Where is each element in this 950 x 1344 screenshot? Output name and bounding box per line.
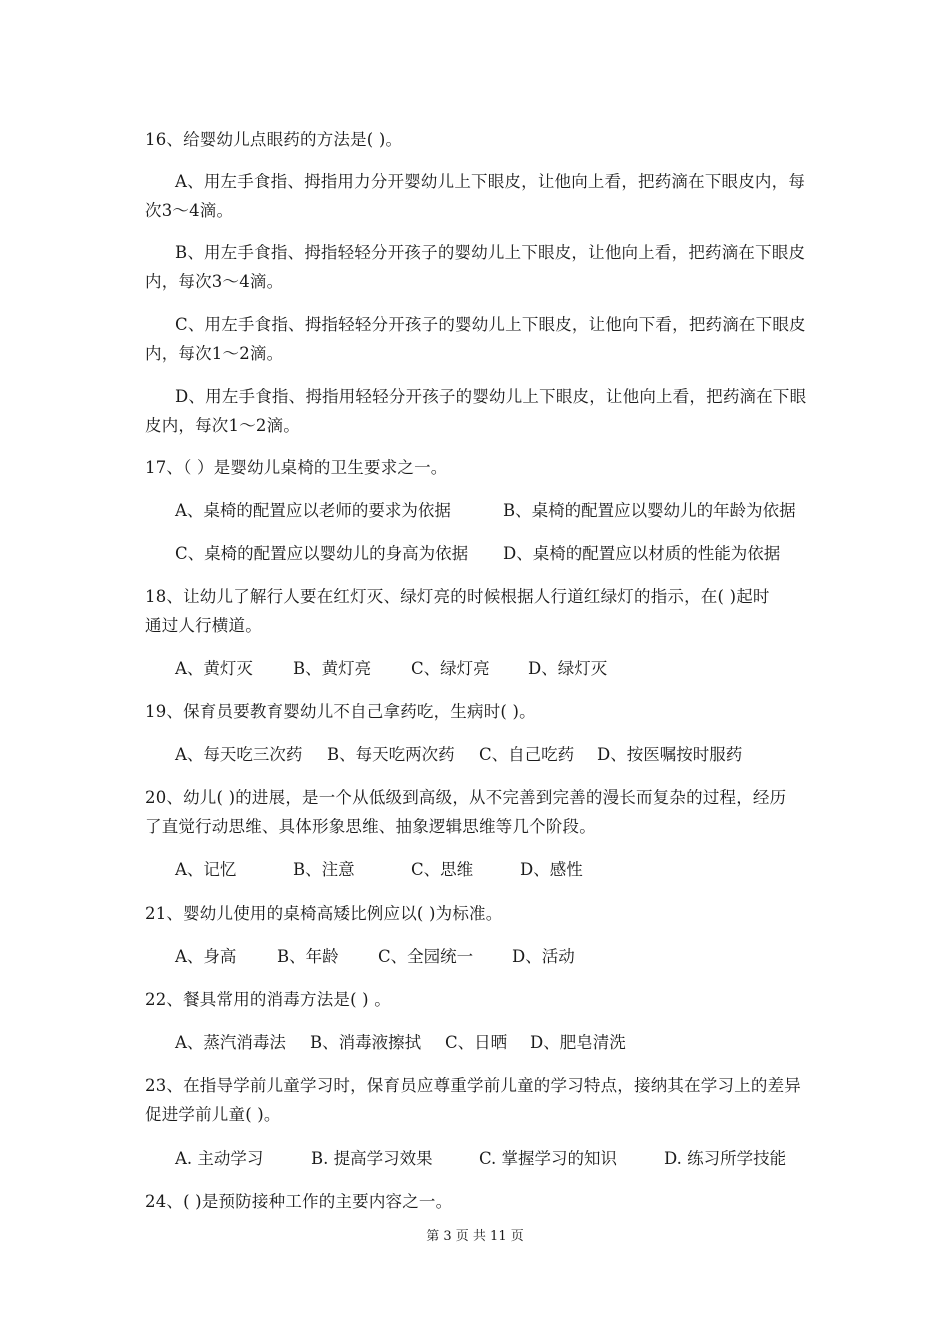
- question-16-option-a-line1: A、用左手食指、拇指用力分开婴幼儿上下眼皮，让他向上看，把药滴在下眼皮内，每: [175, 172, 806, 191]
- question-16-stem: 16、给婴幼儿点眼药的方法是( )。: [145, 130, 403, 149]
- question-22-option-c: C、日晒: [445, 1033, 508, 1052]
- question-20-option-b: B、注意: [293, 860, 355, 879]
- question-23-stem-line1: 23、在指导学前儿童学习时，保育员应尊重学前儿童的学习特点，接纳其在学习上的差异: [145, 1076, 801, 1095]
- question-16-option-a-line2: 次3～4滴。: [145, 201, 234, 220]
- question-19-option-a: A、每天吃三次药: [175, 745, 303, 764]
- question-18-option-d: D、绿灯灭: [528, 659, 608, 678]
- question-22-option-b: B、消毒液擦拭: [310, 1033, 422, 1052]
- question-22-option-a: A、蒸汽消毒法: [175, 1033, 286, 1052]
- question-19-option-d: D、按医嘱按时服药: [597, 745, 743, 764]
- question-18-option-a: A、黄灯灭: [175, 659, 253, 678]
- question-16-option-c-line2: 内，每次1～2滴。: [145, 344, 284, 363]
- question-21-option-a: A、身高: [175, 947, 237, 966]
- question-18-option-b: B、黄灯亮: [293, 659, 372, 678]
- question-16-option-b-line1: B、用左手食指、拇指轻轻分开孩子的婴幼儿上下眼皮，让他向上看，把药滴在下眼皮: [175, 243, 806, 262]
- question-23-option-c: C. 掌握学习的知识: [479, 1149, 618, 1168]
- question-20-stem-line2: 了直觉行动思维、具体形象思维、抽象逻辑思维等几个阶段。: [145, 817, 596, 836]
- question-19-option-b: B、每天吃两次药: [327, 745, 455, 764]
- question-18-stem-line1: 18、让幼儿了解行人要在红灯灭、绿灯亮的时候根据人行道红绿灯的指示，在( )起时: [145, 587, 770, 606]
- question-23-option-d: D. 练习所学技能: [664, 1149, 787, 1168]
- question-17-option-a: A、桌椅的配置应以老师的要求为依据: [175, 501, 451, 520]
- question-24-stem: 24、( )是预防接种工作的主要内容之一。: [145, 1192, 453, 1211]
- question-17-option-b: B、桌椅的配置应以婴幼儿的年龄为依据: [503, 501, 796, 520]
- question-17-option-d: D、桌椅的配置应以材质的性能为依据: [503, 544, 781, 563]
- question-17-option-c: C、桌椅的配置应以婴幼儿的身高为依据: [175, 544, 469, 563]
- question-16-option-b-line2: 内，每次3～4滴。: [145, 272, 284, 291]
- question-22-stem: 22、餐具常用的消毒方法是( ) 。: [145, 990, 391, 1009]
- question-16-option-d-line2: 皮内，每次1～2滴。: [145, 416, 300, 435]
- question-20-stem-line1: 20、幼儿( )的进展，是一个从低级到高级，从不完善到完善的漫长而复杂的过程，经历: [145, 788, 787, 807]
- question-18-stem-line2: 通过人行横道。: [145, 616, 262, 635]
- question-20-option-c: C、思维: [411, 860, 474, 879]
- question-16-option-d-line1: D、用左手食指、拇指用轻轻分开孩子的婴幼儿上下眼皮，让他向上看，把药滴在下眼: [175, 387, 807, 406]
- question-16-option-c-line1: C、用左手食指、拇指轻轻分开孩子的婴幼儿上下眼皮，让他向下看，把药滴在下眼皮: [175, 315, 806, 334]
- question-21-option-b: B、年龄: [277, 947, 339, 966]
- question-23-option-a: A. 主动学习: [175, 1149, 264, 1168]
- question-21-option-d: D、活动: [512, 947, 575, 966]
- question-21-option-c: C、全园统一: [378, 947, 474, 966]
- question-20-option-d: D、感性: [520, 860, 583, 879]
- question-21-stem: 21、婴幼儿使用的桌椅高矮比例应以( )为标准。: [145, 904, 503, 923]
- question-19-option-c: C、自己吃药: [479, 745, 575, 764]
- question-20-option-a: A、记忆: [175, 860, 237, 879]
- question-23-stem-line2: 促进学前儿童( )。: [145, 1105, 281, 1124]
- question-23-option-b: B. 提高学习效果: [311, 1149, 433, 1168]
- page-footer: 第 3 页 共 11 页: [426, 1229, 524, 1244]
- question-17-stem: 17、（ ）是婴幼儿桌椅的卫生要求之一。: [145, 458, 448, 477]
- question-19-stem: 19、保育员要教育婴幼儿不自己拿药吃，生病时( )。: [145, 702, 536, 721]
- question-18-option-c: C、绿灯亮: [411, 659, 490, 678]
- question-22-option-d: D、肥皂清洗: [530, 1033, 626, 1052]
